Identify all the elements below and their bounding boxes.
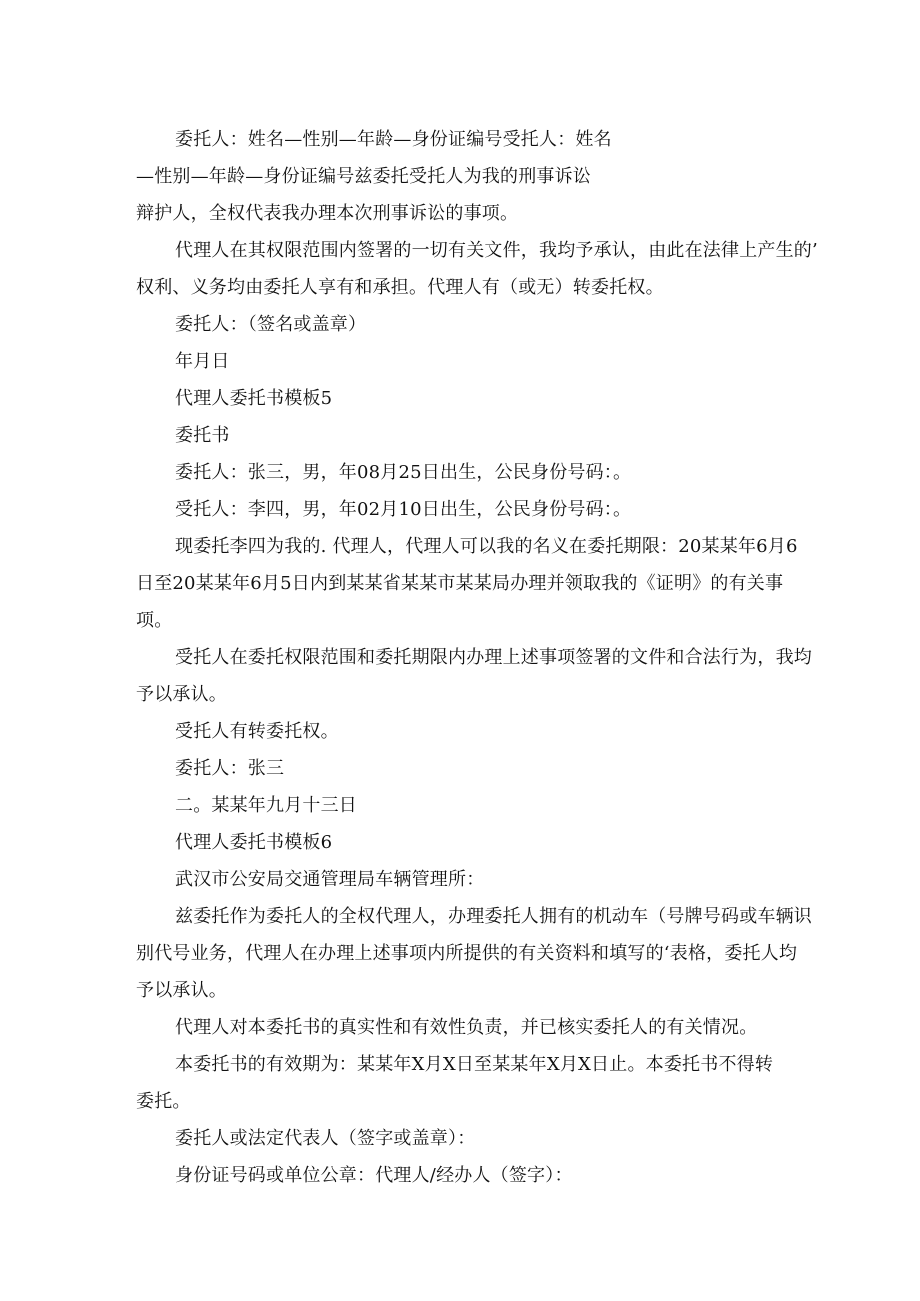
text-line: 辩护人，全权代表我办理本次刑事诉讼的事项。: [136, 203, 519, 224]
text-line: 委托人或法定代表人（签字或盖章）：: [175, 1128, 476, 1149]
section-heading: 代理人委托书模板5: [175, 388, 333, 409]
text-line: 受托人在委托权限范围和委托期限内办理上述事项签署的文件和合法行为，我均: [175, 647, 812, 668]
text-line: 委托人：张三，男，年08月25日出生，公民身份号码：。: [175, 462, 632, 483]
text-line: 委托人：姓名—性别—年龄—身份证编号受托人：姓名: [175, 129, 612, 150]
text-line: 代理人对本委托书的真实性和有效性负责，并已核实委托人的有关情况。: [175, 1017, 758, 1038]
text-line: 受托人有转委托权。: [175, 721, 339, 742]
text-line: —性别—年龄—身份证编号兹委托受托人为我的刑事诉讼: [136, 166, 591, 187]
text-line: 委托人：张三: [175, 758, 285, 779]
text-line: 现委托李四为我的. 代理人，代理人可以我的名义在委托期限：20某某年6月6: [175, 536, 798, 557]
text-line: 项。: [136, 610, 173, 631]
section-heading: 委托书: [175, 425, 230, 446]
text-line: 年月日: [175, 351, 230, 372]
text-line: 兹委托作为委托人的全权代理人，办理委托人拥有的机动车（号牌号码或车辆识: [175, 906, 812, 927]
text-line: 予以承认。: [136, 980, 227, 1001]
text-line: 本委托书的有效期为：某某年X月X日至某某年X月X日止。本委托书不得转: [175, 1054, 774, 1075]
text-line: 日至20某某年6月5日内到某某省某某市某某局办理并领取我的《证明》的有关事: [136, 573, 784, 594]
text-line: 委托。: [136, 1091, 191, 1112]
text-line: 受托人：李四，男，年02月10日出生，公民身份号码：。: [175, 499, 632, 520]
text-line: 权利、义务均由委托人享有和承担。代理人有（或无）转委托权。: [136, 277, 664, 298]
text-line: 身份证号码或单位公章：代理人/经办人（签字）：: [175, 1165, 573, 1186]
section-heading: 代理人委托书模板6: [175, 832, 333, 853]
text-line: 委托人：（签名或盖章）: [175, 314, 367, 335]
text-line: 予以承认。: [136, 684, 227, 705]
text-line: 别代号业务，代理人在办理上述事项内所提供的有关资料和填写的‘表格，委托人均: [136, 943, 798, 964]
text-line: 武汉市公安局交通管理局车辆管理所：: [175, 869, 485, 890]
text-line: 代理人在其权限范围内签署的一切有关文件，我均予承认，由此在法律上产生的’: [175, 240, 818, 261]
text-line: 二。某某年九月十三日: [175, 795, 357, 816]
